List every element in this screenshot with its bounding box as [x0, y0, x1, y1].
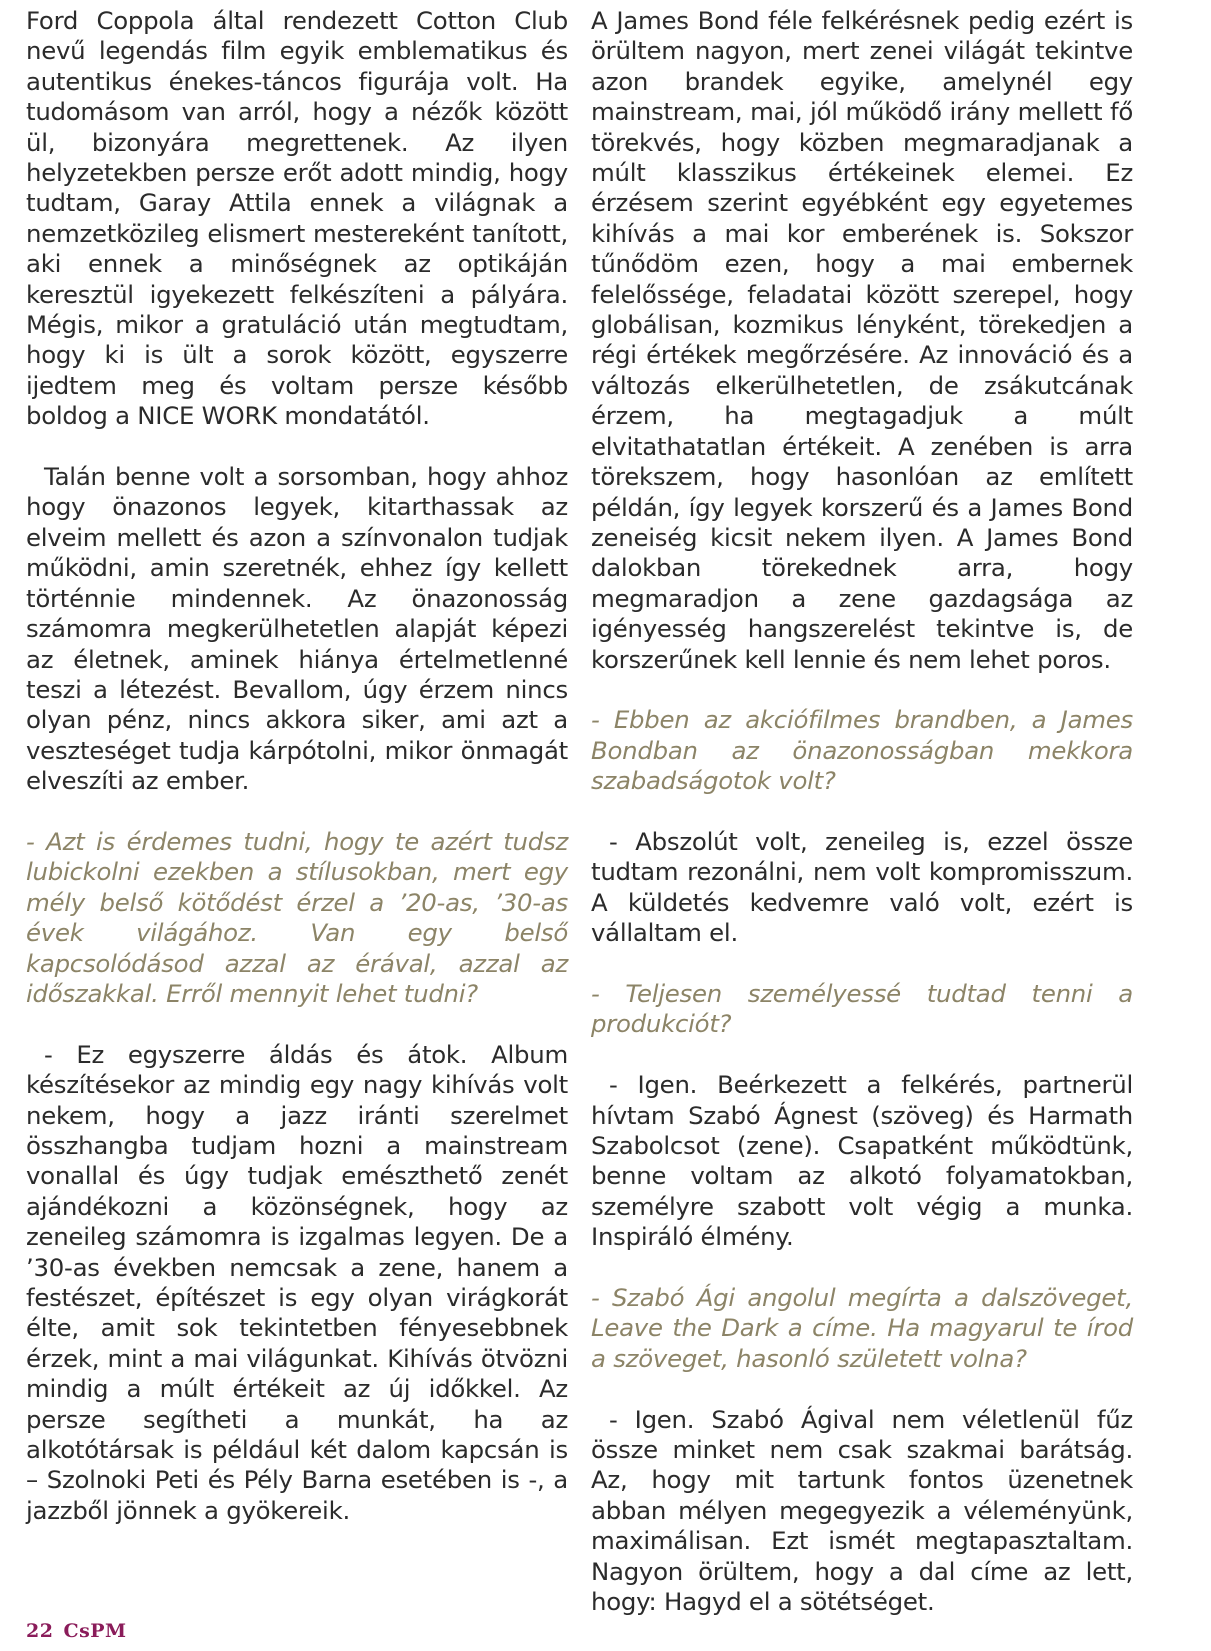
paragraph: - Ez egyszerre áldás és átok. Album készítésekor az mindig egy nagy kihívás volt nekem, hogy a jazz iránti szerelmet összhangba tudjam hozni a mainstream vonallal és úgy tudjak emészthető zenét ajándékozni a közönségnek, hogy az zeneileg számomra is izgalmas legyen. De a ’30-as években nemcsak a zene, hanem a festészet, építészet is egy olyan virágkorát élte, amit sok tekintetben fényesebbnek érzek, mint a mai világunkat. Kihívás ötvözni mindig a múlt értékeit az új időkkel. Az persze segítheti a munkát, ha az alkotótársak is például két dalom kapcsán is – Szolnoki Peti és Pély Barna esetében is -, a jazzből jönnek a gyökereik.: [26, 1039, 568, 1525]
paragraph: Talán benne volt a sorsomban, hogy ahhoz hogy önazonos legyek, kitarthassak az elveim mellett és azon a színvonalon tudjak működni, amin szeretnék, ehhez így kellett történnie mindennek. Az önazonosság számomra megkerülhetetlen alapját képezi az életnek, aminek hiánya értelmetlenné teszi a létezést. Bevallom, úgy érzem nincs olyan pénz, nincs akkora siker, ami azt a veszteséget tudja kárpótolni, mikor önmagát elveszíti az ember.: [26, 462, 568, 796]
paragraph: - Abszolút volt, zeneileg is, ezzel össze tudtam rezonálni, nem volt kompromisszum. A küldetés kedvemre való volt, ezért is vállaltam el.: [591, 826, 1133, 948]
paragraph-continued: A James Bond féle felkérésnek pedig ezért is örültem nagyon, mert zenei világát tekintve azon brandek egyike, amelynél egy mainstream, mai, jól működő irány mellett fő törekvés, hogy közben megmaradjanak a múlt klasszikus értékeinek elemei. Ez érzésem szerint egyébként egy egyetemes kihívás a mai kor emberének is. Sokszor tűnődöm ezen, hogy a mai embernek felelőssége, feladatai között szerepel, hogy globálisan, kozmikus lényként, törekedjen a régi értékek megőrzésére. Az innováció és a változás elkerülhetetlen, de zsákutcának érzem, ha megtagadjuk a múlt elvitathatatlan értékeit. A zenében is arra törekszem, hogy hasonlóan az említett példán, így legyek korszerű és a James Bond zeneiség kicsit nekem ilyen. A James Bond dalokban törekednek arra, hogy megmaradjon a zene gazdagsága az igényesség hangszerelést tekintve is, de korszerűnek kell lennie és nem lehet poros.: [591, 6, 1133, 674]
interview-question: - Azt is érdemes tudni, hogy te azért tudsz lubickolni ezekben a stílusokban, mert egy mély belső kötődést érzel a ’20-as, ’30-as évek világához. Van egy belső kapcsolódásod azzal az érával, azzal az időszakkal. Erről mennyit lehet tudni?: [26, 826, 568, 1008]
right-column: [591, 6, 1133, 1648]
interview-question: - Teljesen személyessé tudtad tenni a produkciót?: [591, 978, 1133, 1039]
interview-question: - Ebben az akciófilmes brandben, a James Bondban az önazonosságban mekkora szabadságotok volt?: [591, 705, 1133, 796]
left-column: [26, 6, 568, 1557]
page-footer: [26, 1620, 137, 1642]
paragraph: Ford Coppola által rendezett Cotton Club nevű legendás film egyik emblematikus és autentikus énekes-táncos figurája volt. Ha tudomásom van arról, hogy a nézők között ül, bizonyára megrettenek. Az ilyen helyzetekben persze erőt adott mindig, hogy tudtam, Garay Attila ennek a világnak a nemzetközileg elismert mestereként tanított, aki ennek a minőségnek az optikáján keresztül igyekezett felkészíteni a pályára. Mégis, mikor a gratuláció után megtudtam, hogy ki is ült a sorok között, egyszerre ijedtem meg és voltam persze később boldog a NICE WORK mondatától.: [26, 6, 568, 431]
paragraph: - Igen. Beérkezett a felkérés, partnerül hívtam Szabó Ágnest (szöveg) és Harmath Szabolcsot (zene). Csapatként működtünk, benne voltam az alkotó folyamatokban, személyre szabott volt végig a munka. Inspiráló élmény.: [591, 1070, 1133, 1252]
paragraph: - Igen. Szabó Ágival nem véletlenül fűz össze minket nem csak szakmai barátság. Az, hogy mit tartunk fontos üzenetnek abban mélyen megegyezik a véleményünk, maximálisan. Ezt ismét megtapasztaltam. Nagyon örültem, hogy a dal címe az lett, hogy: Hagyd el a sötétséget.: [591, 1404, 1133, 1617]
magazine-name: CsPM: [63, 1620, 127, 1642]
page-number: 22: [26, 1620, 54, 1642]
interview-question: - Szabó Ági angolul megírta a dalszöveget, Leave the Dark a címe. Ha magyarul te írod a szöveget, hasonló született volna?: [591, 1282, 1133, 1373]
